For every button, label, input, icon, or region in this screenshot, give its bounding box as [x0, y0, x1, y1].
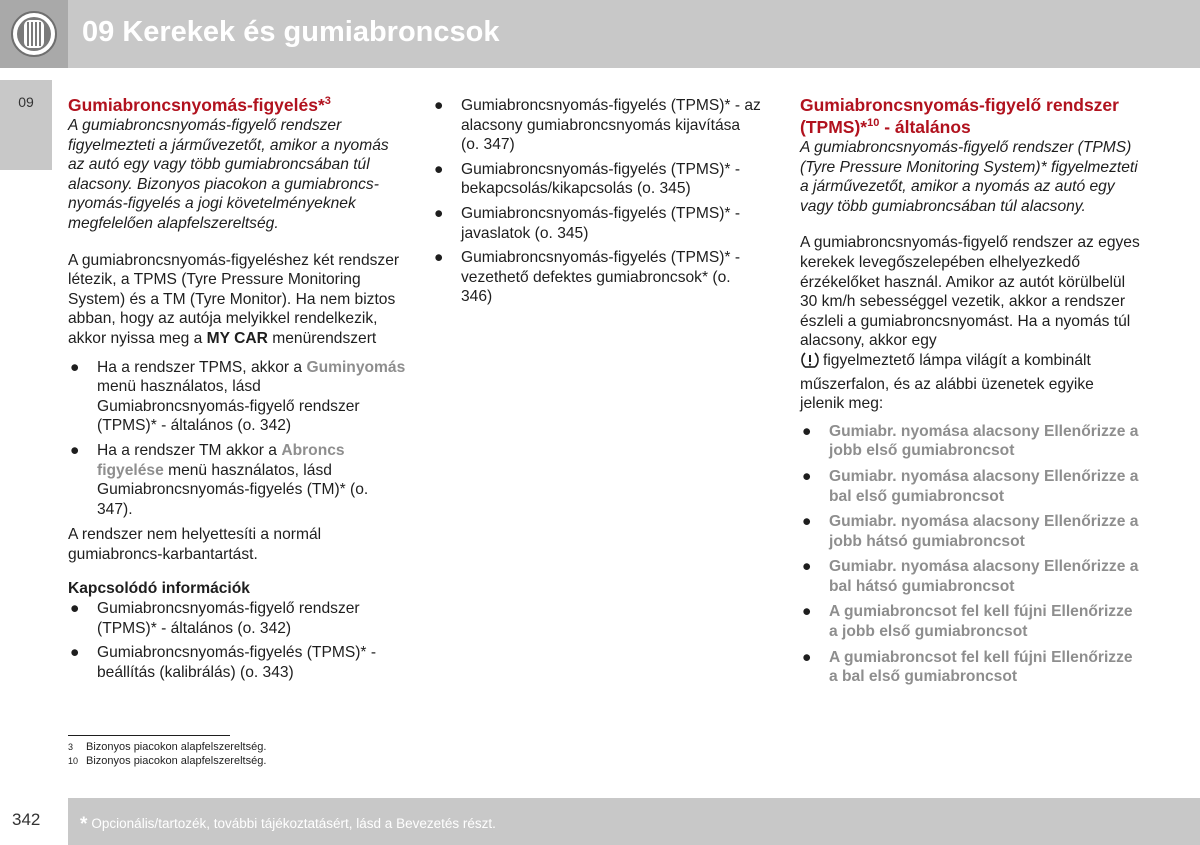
- warning-message: ● Gumiabr. nyomása alacsony Ellenőrizze a jobb első gumiabroncsot: [802, 422, 1139, 460]
- footnote-ref-3[interactable]: 3: [324, 95, 331, 107]
- chapter-header: [0, 0, 1200, 68]
- link-tpms-general[interactable]: menü használatos, lásd Gumiabroncsnyomás-figyelő rendszer (TPMS)* - általános (o. 342): [97, 378, 360, 435]
- related-link[interactable]: ● Gumiabroncsnyomás-figyelés (TPMS)* - bekapcsolás/kikapcsolás (o. 345): [434, 160, 741, 198]
- system-options-list: [68, 358, 408, 520]
- column-left: [68, 94, 408, 687]
- footnote-item: 3 Bizonyos piacokon alapfelszereltség.: [68, 741, 267, 753]
- related-links-list-continued: [432, 96, 762, 307]
- warning-message: ● A gumiabroncsot fel kell fújni Ellenőrizze a bal első gumiabroncsot: [802, 648, 1133, 686]
- menu-name-guminyomas: Guminyomás: [306, 358, 406, 376]
- related-info-heading: Kapcsolódó információk: [68, 580, 250, 598]
- paragraph-maintenance: A rendszer nem helyettesíti a normál gumiabroncs-karbantartást.: [68, 526, 322, 563]
- related-link[interactable]: ● Gumiabroncsnyomás-figyelő rendszer (TPMS)* - általános (o. 342): [70, 600, 360, 637]
- menu-name-abroncs-figyelese: Abroncs figyelése: [97, 441, 345, 479]
- section-intro: A gumiabroncsnyomás-figyelő rendszer (TPMS) (Tyre Pressure Monitoring System)* figyelmezteti a járművezetőt, amikor a nyomás az autó egy vagy több gumiabroncsában túl alacsony.: [800, 139, 1138, 215]
- footnotes: [68, 740, 266, 768]
- section-intro: A gumiabroncsnyomás-figyelő rendszer figyelmezteti a járművezetőt, amikor a nyomás az autó egy vagy több gumiabroncsában túl alacsony. Bizonyos piacokon a gumiabroncs-nyomás-figyelés a jogi követelményeknek megfelelően alapfelszereltség.: [68, 117, 389, 232]
- footer-bar: [68, 798, 1200, 845]
- tire-icon: [10, 10, 58, 58]
- section-heading-tpms-monitoring: Gumiabroncsnyomás-figyelés*$^3$: [68, 95, 331, 115]
- warning-message: ● Gumiabr. nyomása alacsony Ellenőrizze a bal hátsó gumiabroncsot: [802, 558, 1139, 595]
- warning-message: ● Gumiabr. nyomása alacsony Ellenőrizze a jobb hátsó gumiabroncsot: [802, 513, 1139, 550]
- warning-message: ● A gumiabroncsot fel kell fújni Ellenőrizze a jobb első gumiabroncsot: [802, 603, 1133, 641]
- optional-star-marker: *: [80, 814, 88, 835]
- link-tm-monitoring[interactable]: menü használatos, lásd Gumiabroncsnyomás-figyelés (TM)* (o. 347).: [97, 461, 369, 518]
- paragraph-sensors: A gumiabroncsnyomás-figyelő rendszer az egyes kerekek levegőszelepében elhelyezkedő érzékelőket használ. Amikor az autót körülbelül 30 km/h sebességgel vezetik, akkor a rendszer észleli a gumiabroncsnyomást. Ha a nyomás túl alacsony, akkor egy figyelmeztető lámpa világít a kombinált műszerfalon, és az alábbi üzenetek egyike jelenik meg:: [800, 234, 1140, 413]
- list-item: ● Ha a rendszer TPMS, akkor a Guminyomás menü használatos, lásd Gumiabroncsnyomás-figyelő rendszer (TPMS)* - általános (o. 342): [70, 358, 406, 435]
- footnote-item: 10 Bizonyos piacokon alapfelszereltség.: [68, 755, 267, 767]
- chapter-title: 09 Kerekek és gumiabroncsok: [82, 16, 500, 48]
- related-links-list: [68, 599, 408, 682]
- related-link[interactable]: ● Gumiabroncsnyomás-figyelés (TPMS)* - vezethető defektes gumiabroncsok* (o. 346): [434, 249, 741, 306]
- list-item: ● Ha a rendszer TM akkor a Abroncs figyelése menü használatos, lásd Gumiabroncsnyomás-figyelés (TM)* (o. 347).: [70, 441, 369, 518]
- warning-message: ● Gumiabr. nyomása alacsony Ellenőrizze a bal első gumiabroncsot: [802, 467, 1139, 505]
- related-link[interactable]: ● Gumiabroncsnyomás-figyelés (TPMS)* - javaslatok (o. 345): [434, 204, 741, 242]
- column-right: [800, 94, 1140, 693]
- warning-messages-list: [800, 422, 1140, 687]
- my-car-menu: MY CAR: [206, 329, 268, 347]
- related-link[interactable]: ● Gumiabroncsnyomás-figyelés (TPMS)* - az alacsony gumiabroncsnyomás kijavítása (o. 347): [434, 97, 761, 154]
- chapter-side-tab: 09: [0, 80, 52, 170]
- column-middle: [432, 96, 762, 312]
- tire-pressure-warning-icon: [800, 351, 820, 375]
- page-number: 342: [12, 810, 41, 829]
- chapter-icon-box: [0, 0, 68, 68]
- paragraph-systems: A gumiabroncsnyomás-figyeléshez két rendszer létezik, a TPMS (Tyre Pressure Monitoring System) és a TM (Tyre Monitor). Ha nem biztos abban, hogy az autója melyikkel rendelkezik, akkor nyissa meg a MY CAR menürendszert: [68, 251, 400, 347]
- footnote-ref-10[interactable]: 10: [867, 117, 880, 129]
- section-heading-tpms-general: Gumiabroncsnyomás-figyelő rendszer (TPMS)*$^{10}$ - általános: [800, 95, 1119, 137]
- related-link[interactable]: ● Gumiabroncsnyomás-figyelés (TPMS)* - beállítás (kalibrálás) (o. 343): [70, 644, 377, 681]
- optional-accessory-note: * Opcionális/tartozék, további tájékoztatásért, lásd a Bevezetés részt.: [80, 814, 496, 835]
- footnote-divider: [68, 735, 230, 736]
